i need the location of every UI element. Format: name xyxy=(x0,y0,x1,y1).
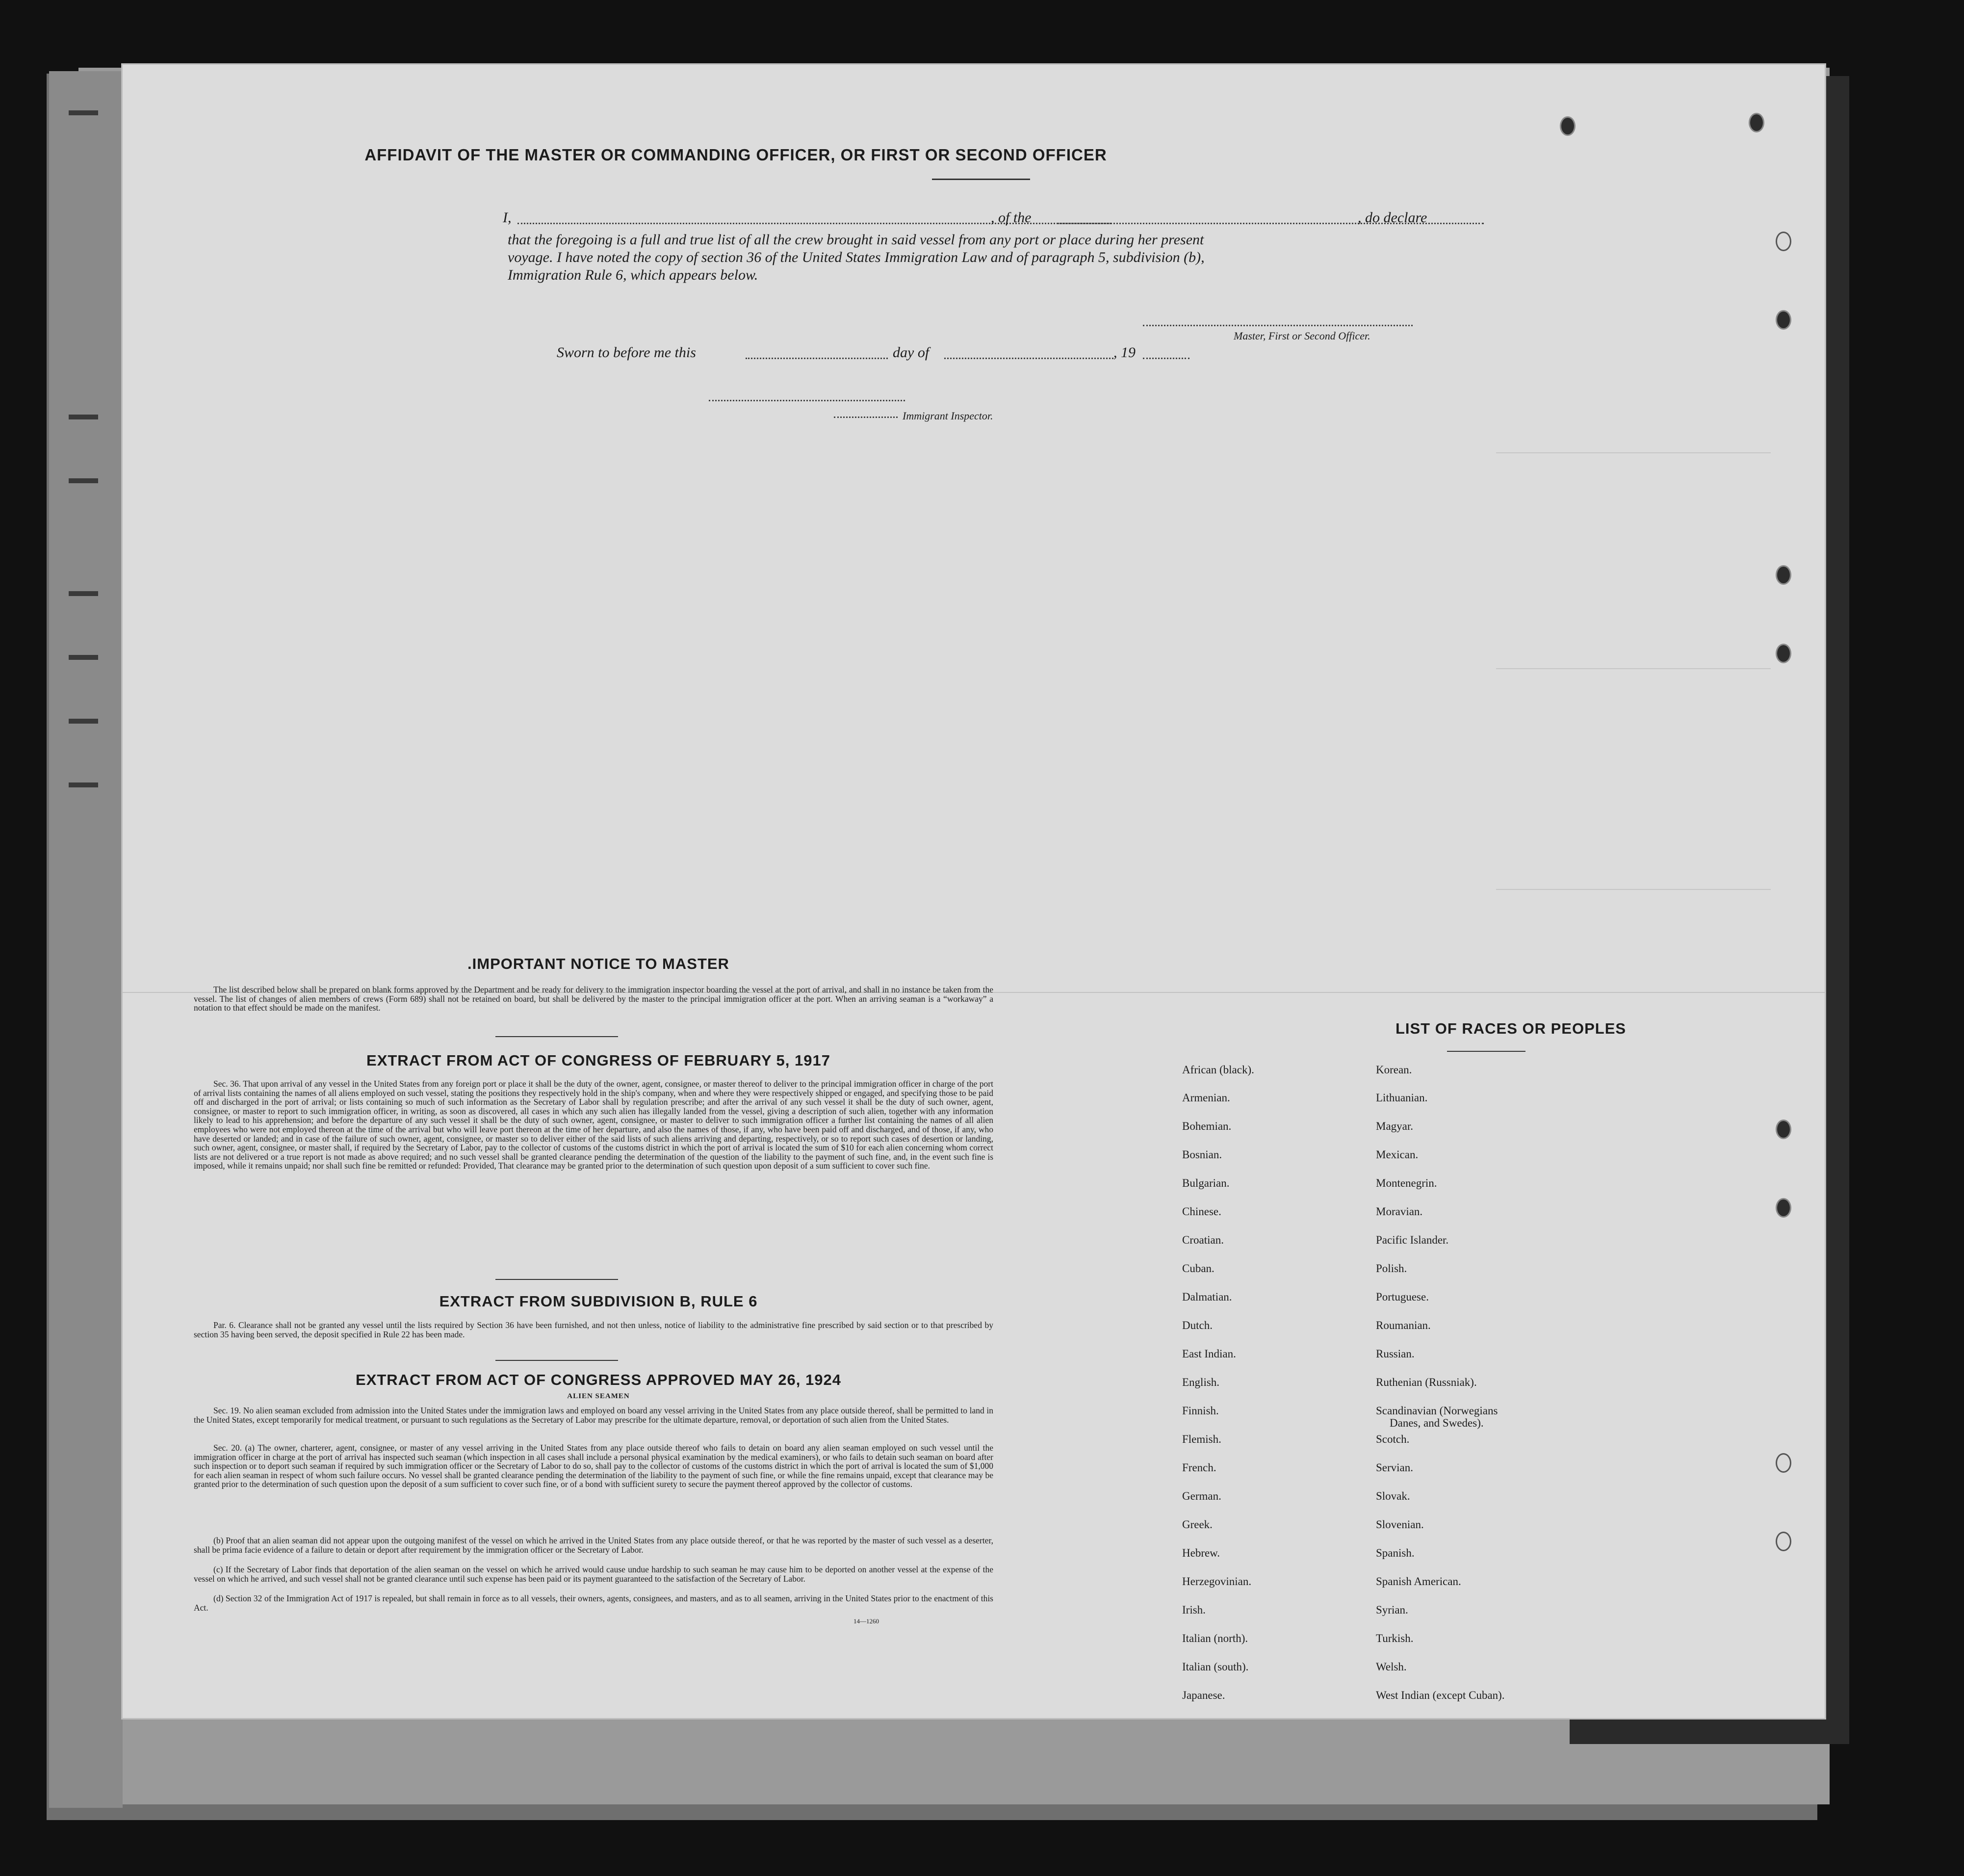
race-item: Bosnian. xyxy=(1182,1148,1222,1161)
race-item: Scandinavian (Norwegians xyxy=(1376,1405,1498,1417)
race-item: East Indian. xyxy=(1182,1348,1236,1360)
race-item: Montenegrin. xyxy=(1376,1177,1437,1189)
race-item: Herzegovinian. xyxy=(1182,1575,1252,1588)
race-item: Syrian. xyxy=(1376,1604,1408,1616)
race-item: Spanish. xyxy=(1376,1547,1415,1559)
binder-hole xyxy=(1776,1453,1791,1473)
race-item: German. xyxy=(1182,1490,1221,1502)
race-item: Irish. xyxy=(1182,1604,1206,1616)
extract-rule6-text: Par. 6. Clearance shall not be granted any vessel until the lists required by Section 36 have been furnished, and not then unless, notice of liability to the administrative fine prescribed by said section or to that prescribed by section 35 having been served, the deposit specified in Rule 22 has been made. xyxy=(194,1320,993,1339)
race-item: Welsh. xyxy=(1376,1661,1407,1673)
race-item: Danes, and Swedes). xyxy=(1390,1417,1484,1429)
extract-1924-title: EXTRACT FROM ACT OF CONGRESS APPROVED MAY 26, 1924 xyxy=(356,1371,841,1388)
race-item: Ruthenian (Russniak). xyxy=(1376,1376,1477,1388)
race-item: English. xyxy=(1182,1376,1220,1388)
race-item: African (black). xyxy=(1182,1064,1254,1076)
page-edge-strip xyxy=(49,71,123,1808)
race-item: Bulgarian. xyxy=(1182,1177,1230,1189)
race-item: Armenian. xyxy=(1182,1092,1230,1104)
bleed-through-line xyxy=(1496,889,1771,890)
race-item: Turkish. xyxy=(1376,1632,1414,1644)
binder-hole xyxy=(1776,1120,1791,1139)
races-title: LIST OF RACES OR PEOPLES xyxy=(1395,1020,1627,1037)
extract-1917-text: Sec. 36. That upon arrival of any vessel in the United States from any foreign port or place it shall be the duty of the owner, agent, consignee, or master thereof to deliver to the principal immigration officer in charge of the port of arrival lists containing the names of all aliens employed on such vessel, stating the positions they respectively hold in the ship's company, when and where they were respectively shipped or engaged, and specifying those to be paid off and discharged in the port of arrival; or lists containing so much of such information as the Secretary of Labor shall by regulation prescribe; and after the arrival of any such vessel it shall be the duty of such owner, agent, consignee, or master to report to such immigration officer, in writing, as soon as discovered, all cases in which any such alien has illegally landed from the vessel, giving a description of such alien, together with any information likely to lead to his apprehension; and before the departure of any such vessel it shall be the duty of such owner, agent, consignee, or master to deliver to such immigration officer a further list containing the names of all alien employees who were not employed thereon at the time of the arrival but who will leave port thereon at the time of her departure, and also the names of those, if any, who have been paid off and discharged, and of those, if any, who have deserted or landed; and in case of the failure of such owner, agent, consignee, or master so to deliver either of the said lists of such aliens arriving and departing, respectively, or so to report such cases of desertion or landing, such owner, agent, consignee, or master shall, if required by the Secretary of Labor, pay to the collector of customs of the customs district in which the port of arrival is located the sum of $10 for each alien concerning whom correct lists are not delivered or a true report is not made as above required; and no such vessel shall be granted clearance pending the determination of the question of the liability to the payment of such fine, and, in the event such fine is imposed, while it remains unpaid; nor shall such fine be remitted or refunded: Provided, That clearance may be granted prior to the determination of such question upon deposit of a sum sufficient to cover such fine. xyxy=(194,1079,993,1171)
race-item: Bohemian. xyxy=(1182,1120,1232,1132)
binder-hole xyxy=(1776,1198,1791,1218)
binder-hole xyxy=(1749,113,1764,132)
race-item: Russian. xyxy=(1376,1348,1415,1360)
races-title-rule xyxy=(1447,1051,1525,1052)
race-item: Pacific Islander. xyxy=(1376,1234,1449,1246)
year-label: , 19 xyxy=(1113,344,1136,361)
affidavit-line-3: Immigration Rule 6, which appears below. xyxy=(508,267,758,283)
race-item: French. xyxy=(1182,1461,1216,1474)
inspector-signature-blank-2[interactable] xyxy=(834,417,898,418)
binder-hole xyxy=(1776,232,1791,251)
sworn-year-blank[interactable] xyxy=(1143,358,1189,359)
binder-hole xyxy=(1776,644,1791,663)
race-item: Roumanian. xyxy=(1376,1319,1431,1331)
race-item: Servian. xyxy=(1376,1461,1414,1474)
race-item: Italian (south). xyxy=(1182,1661,1249,1673)
race-item: Portuguese. xyxy=(1376,1291,1429,1303)
extract-rule6-title: EXTRACT FROM SUBDIVISION B, RULE 6 xyxy=(439,1293,758,1310)
day-of-label: day of xyxy=(893,344,930,361)
binder-hole xyxy=(1776,310,1791,330)
section-rule xyxy=(495,1036,618,1037)
notice-title: .IMPORTANT NOTICE TO MASTER xyxy=(467,955,729,972)
race-item: Japanese. xyxy=(1182,1689,1225,1701)
binder-hole xyxy=(1560,116,1576,136)
race-item: Italian (north). xyxy=(1182,1632,1248,1644)
affidavit-declare-label: , do declare xyxy=(1358,209,1427,226)
race-item: Chinese. xyxy=(1182,1205,1221,1218)
race-item: Hebrew. xyxy=(1182,1547,1220,1559)
affidavit-of-the-label: , of the xyxy=(991,209,1032,226)
race-item: Lithuanian. xyxy=(1376,1092,1428,1104)
race-item: Slovak. xyxy=(1376,1490,1410,1502)
extract-1924-sec19: Sec. 19. No alien seaman excluded from admission into the United States under the immigration laws and employed on board any vessel arriving in the United States from any place outside thereof, shall be permitted to land in the United States, except temporarily for medical treatment, or pursuant to such regulations as the Secretary of Labor may prescribe for the ultimate departure, removal, or deportation of such alien from the United States. xyxy=(194,1406,993,1425)
extract-1924-sec20d: (d) Section 32 of the Immigration Act of 1917 is repealed, but shall remain in force as to all vessels, their owners, agents, consignees, and masters, and as to all seamen, arriving in the United States prior to the enactment of this Act. xyxy=(194,1593,993,1613)
race-item: Scotch. xyxy=(1376,1433,1410,1445)
bleed-through-line xyxy=(1496,668,1771,669)
race-item: Greek. xyxy=(1182,1518,1213,1531)
extract-1917-title: EXTRACT FROM ACT OF CONGRESS OF FEBRUARY 5, 1917 xyxy=(366,1052,830,1069)
race-item: Dutch. xyxy=(1182,1319,1213,1331)
race-item: Spanish American. xyxy=(1376,1575,1461,1588)
sworn-label: Sworn to before me this xyxy=(557,344,696,361)
sworn-month-blank[interactable] xyxy=(944,358,1113,359)
race-item: Finnish. xyxy=(1182,1405,1219,1417)
affidavit-title: AFFIDAVIT OF THE MASTER OR COMMANDING OFFICER, OR FIRST OR SECOND OFFICER xyxy=(364,146,1107,164)
binder-hole xyxy=(1776,1532,1791,1551)
race-item: West Indian (except Cuban). xyxy=(1376,1689,1505,1701)
extract-1924-sec20c: (c) If the Secretary of Labor finds that deportation of the alien seaman on the vessel on which he arrived would cause undue hardship to such seaman he may cause him to be deported on another vessel at the expense of the vessel on which he arrived, and such vessel shall not be granted clearance until such expense has been paid or its payment guaranteed to the satisfaction of the Secretary of Labor. xyxy=(194,1564,993,1584)
race-item: Korean. xyxy=(1376,1064,1412,1076)
master-signature-label: Master, First or Second Officer. xyxy=(1234,330,1370,342)
race-item: Slovenian. xyxy=(1376,1518,1424,1531)
race-item: Mexican. xyxy=(1376,1148,1419,1161)
extract-1924-sec20a: Sec. 20. (a) The owner, charterer, agent, consignee, or master of any vessel arriving in the United States from any place outside thereof who fails to detain on board any alien seaman employed on such vessel until the immigration officer in charge at the port of arrival has inspected such seaman (which inspection in all cases shall include a personal physical examination by the medical examiners), or who fails to detain such seaman on board after such inspection or to deport such seaman if required by such immigration officer or the Secretary of Labor to do so, shall pay to the collector of customs of the customs district in which the port of arrival is located the sum of $1,000 for each alien seaman in respect of whom such failure occurs. No vessel shall be granted clearance pending the determination of the liability to the payment of such fine, or while the fine remains unpaid, except that clearance may be granted prior to the determination of such question upon the deposit of a sum sufficient to cover such fine, or of a bond with sufficient surety to secure the payment thereof approved by the collector of customs. xyxy=(194,1443,993,1489)
bleed-through-line xyxy=(1496,452,1771,453)
affidavit-line-1: that the foregoing is a full and true list of all the crew brought in said vessel from any port or place during her present xyxy=(508,232,1204,248)
inspector-label: Immigrant Inspector. xyxy=(903,410,993,422)
race-item: Flemish. xyxy=(1182,1433,1221,1445)
race-item: Polish. xyxy=(1376,1262,1407,1275)
sworn-day-blank[interactable] xyxy=(746,358,888,359)
affidavit-line-2: voyage. I have noted the copy of section 36 of the United States Immigration Law and of paragraph 5, subdivision (b), xyxy=(508,249,1205,265)
race-item: Croatian. xyxy=(1182,1234,1224,1246)
race-item: Cuban. xyxy=(1182,1262,1215,1275)
section-rule xyxy=(495,1360,618,1361)
binder-hole xyxy=(1776,565,1791,585)
notice-text: The list described below shall be prepared on blank forms approved by the Department and be ready for delivery to the immigration inspector boarding the vessel at the port of arrival, and shall in no instance be taken from the vessel. The list of changes of alien members of crews (Form 689) shall not be retained on board, but shall be delivered by the master to the principal immigration officer at the port. When an arriving seaman is a “workaway” a notation to that effect should be made on the manifest. xyxy=(194,985,993,1013)
affidavit-i-label: I, xyxy=(503,209,512,226)
form-number: 14—1260 xyxy=(853,1617,879,1625)
race-item: Magyar. xyxy=(1376,1120,1414,1132)
section-rule xyxy=(495,1279,618,1280)
race-item: Dalmatian. xyxy=(1182,1291,1232,1303)
race-item: Moravian. xyxy=(1376,1205,1423,1218)
document-page xyxy=(123,65,1825,1718)
alien-seamen-subtitle: ALIEN SEAMEN xyxy=(567,1392,630,1400)
title-rule xyxy=(932,179,1030,180)
extract-1924-sec20b: (b) Proof that an alien seaman did not appear upon the outgoing manifest of the vessel on which he arrived in the United States from any place outside thereof, or that he was reported by the master of such vessel as a deserter, shall be prima facie evidence of a failure to detain or deport after requirement by the immigration officer or the Secretary of Labor. xyxy=(194,1536,993,1555)
inspector-signature-blank[interactable] xyxy=(709,400,905,401)
master-signature-blank[interactable] xyxy=(1143,325,1413,326)
